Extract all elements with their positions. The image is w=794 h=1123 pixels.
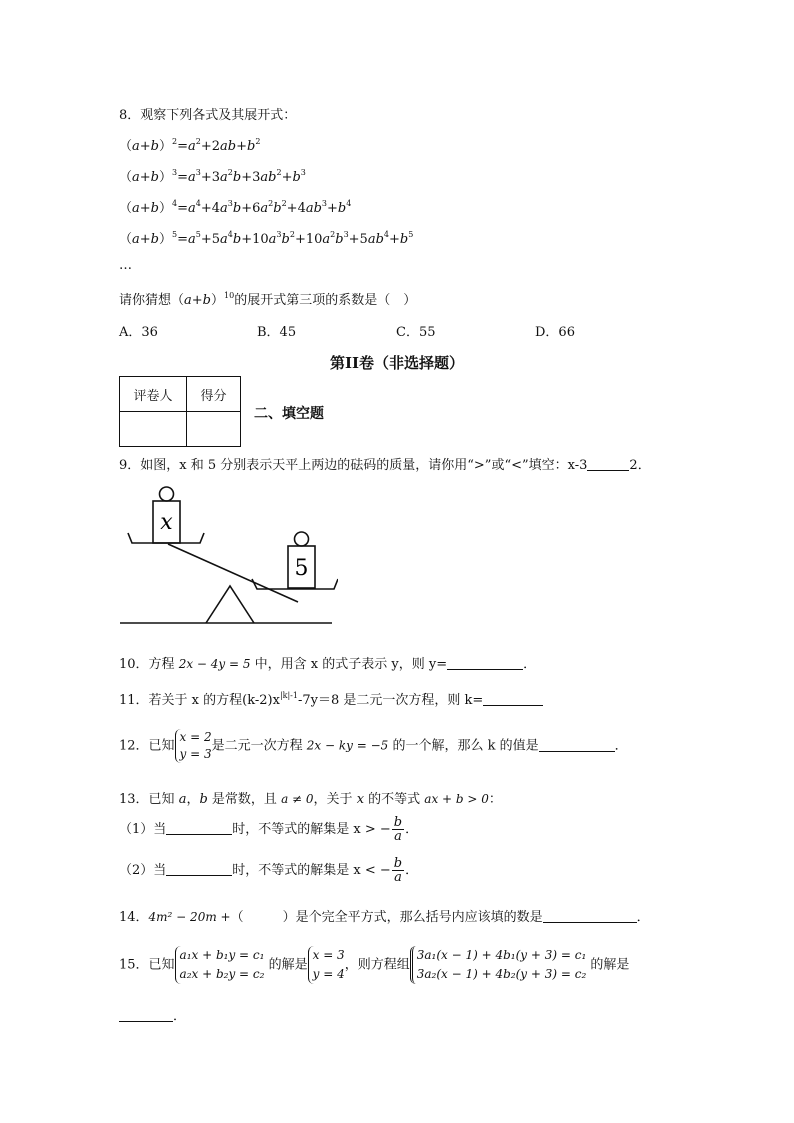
score-table-header-score: 得分 [187,377,241,412]
q13-part1-blank[interactable] [166,822,232,835]
right-weight-knob [295,532,309,546]
q11-text: 11．若关于 x 的方程$(k-2)x^{|k|-1}-7y=8$ 是二元一次方程，则 k= [119,689,543,708]
score-table-cell-grader[interactable] [120,412,187,447]
fulcrum-triangle [206,586,254,623]
q8-expansion-2: $(a+b)^2=a^2+2ab+b^2$ [119,137,261,154]
q13-part1: （1）当 时，不等式的解集是 x > − $\frac{b}{a}$ ． [119,815,419,844]
q12-answer-blank[interactable] [539,739,615,752]
q14-answer-blank[interactable] [543,910,637,923]
section-title: 第II卷（非选择题） [329,354,465,372]
q8-option-c[interactable]: C．55 [396,325,436,340]
q8-expansion-4: $(a+b)^4=a^4+4a^3b+6a^2b^2+4ab^3+b^4$ [119,199,352,216]
q9-text: 9．如图，x 和 5 分别表示天平上两边的砝码的质量，请你用“>”或“<”填空：x-3 2． [119,458,651,473]
q8-stem: 8．观察下列各式及其展开式： [119,108,297,123]
q15-given-system: a₁x + b₁y = c₁ a₂x + b₂y = c₂ [175,946,265,984]
q15-answer-line: ． [119,1005,186,1024]
q13-part2: （2）当 时，不等式的解集是 x < − $\frac{b}{a}$ ． [119,856,419,885]
left-weight-label: x [160,510,173,535]
q10-text: 10．方程 2x − 4y = 5 中，用含 x 的式子表示 y，则 y= ． [119,657,537,672]
q8-expansion-5: $(a+b)^5=a^5+5a^4b+10a^3b^2+10a^2b^3+5ab^4+b^5$ [119,230,414,247]
fill-in-section-title: 二、填空题 [254,406,324,422]
q15-given-solution: x = 3 y = 4 [308,946,345,984]
q9-answer-blank[interactable] [587,458,629,471]
q12-text: 12．已知 x = 2 y = 3 是二元一次方程 2x − ky = −5 的一个解，那么 k 的值是 ． [119,730,628,761]
q8-option-d[interactable]: D．66 [535,325,575,340]
q15-text: 15．已知 a₁x + b₁y = c₁ a₂x + b₂y = c₂ 的解是 x = 3 y = 4 ，则方程组 3a₁(x − 1) + 4b₁(y + 3) = c₁ 3a₂(x − 1) + 4b₂(y + 3) = c₂ 的解是 [119,946,629,984]
q10-answer-blank[interactable] [447,657,523,670]
right-weight-label: 5 [294,556,309,581]
q11-answer-blank[interactable] [483,693,543,706]
q13-part2-blank[interactable] [166,863,232,876]
q14-text: 14．4m² − 20m +（ ）是个完全平方式，那么括号内应该填的数是 ． [119,910,650,925]
q8-question: 请你猜想$(a+b)^{10}$的展开式第三项的系数是（ ） [119,291,417,308]
q8-option-b[interactable]: B．45 [257,325,297,340]
q8-option-a[interactable]: A．36 [119,325,158,340]
left-weight-knob [160,487,174,501]
score-table [119,376,241,447]
balance-beam [168,544,298,602]
score-table-cell-score[interactable] [187,412,241,447]
q8-expansion-3: $(a+b)^3=a^3+3a^2b+3ab^2+b^3$ [119,168,306,185]
q15-answer-blank[interactable] [119,1009,173,1022]
balance-scale-figure [118,484,338,629]
q8-ellipsis: … [119,258,132,273]
q15-target-system: 3a₁(x − 1) + 4b₁(y + 3) = c₁ 3a₂(x − 1) + 4b₂(y + 3) = c₂ [410,946,587,984]
score-table-header-grader: 评卷人 [120,377,187,412]
q12-solution-system: x = 2 y = 3 [175,729,212,763]
q13-stem: 13．已知 a，b 是常数，且 a ≠ 0，关于 x 的不等式 ax + b > 0： [119,792,502,807]
